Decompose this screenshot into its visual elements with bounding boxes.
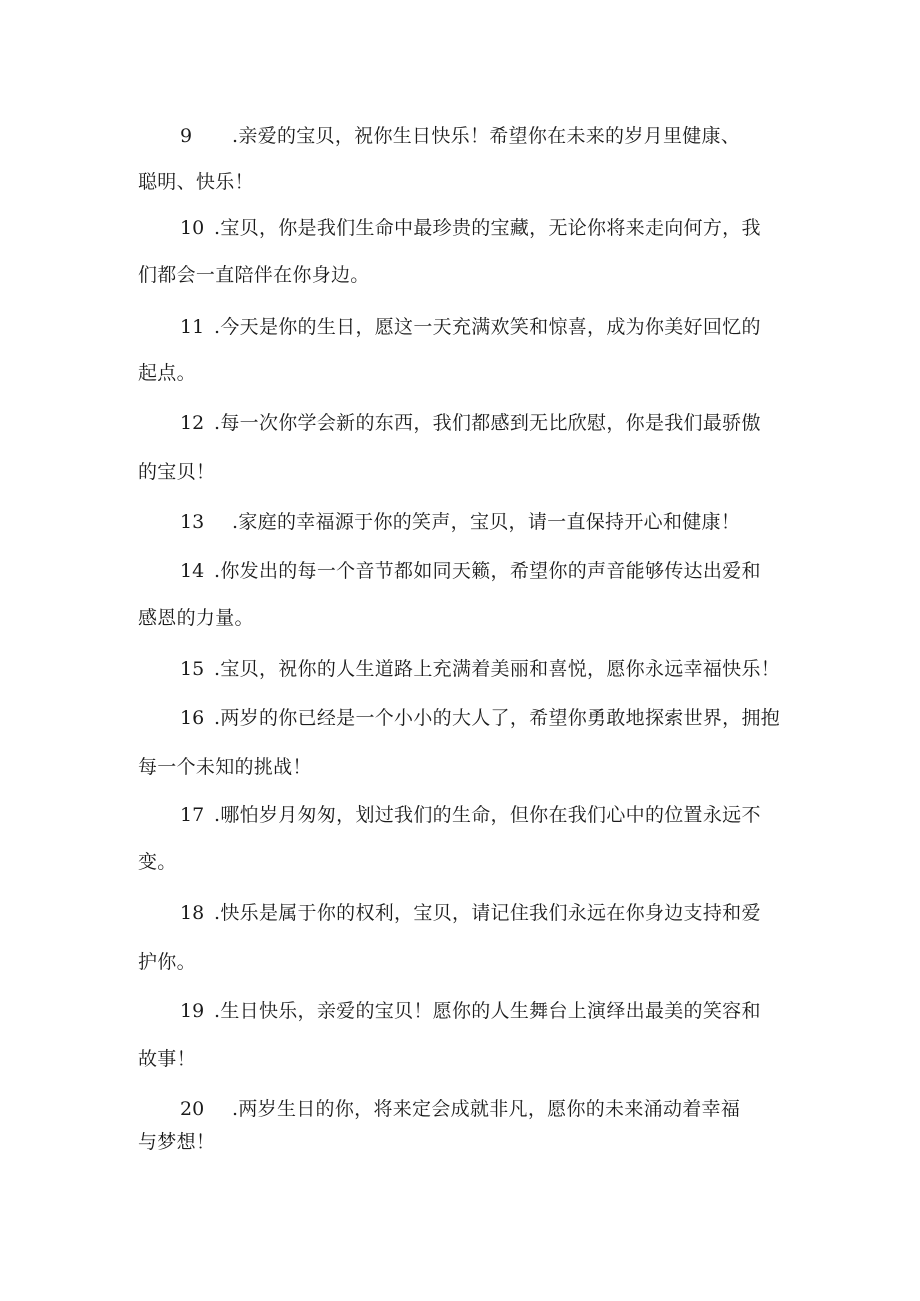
item-text-line2: 们都会一直陪伴在你身边。	[138, 264, 370, 286]
item-number: 14	[180, 560, 205, 582]
item-text-line1: .你发出的每一个音节都如同天籁，希望你的声音能够传达出爱和	[214, 560, 761, 582]
item-text-line2: 与梦想！	[138, 1131, 216, 1153]
item-text-line2: 起点。	[138, 362, 196, 384]
item-number: 17	[180, 804, 205, 826]
item-text-line2: 感恩的力量。	[138, 607, 254, 629]
item-text-line1: .生日快乐，亲爱的宝贝！愿你的人生舞台上演绎出最美的笑容和	[214, 1000, 761, 1022]
item-text-line1: .家庭的幸福源于你的笑声，宝贝，请一直保持开心和健康！	[232, 511, 741, 533]
item-text-line1: .今天是你的生日，愿这一天充满欢笑和惊喜，成为你美好回忆的	[214, 316, 761, 338]
item-text-line2: 每一个未知的挑战！	[138, 756, 312, 778]
item-number: 15	[180, 658, 205, 680]
item-number: 12	[180, 412, 205, 434]
item-text-line1: .快乐是属于你的权利，宝贝，请记住我们永远在你身边支持和爱	[214, 902, 761, 924]
item-text-line2: 故事！	[138, 1048, 196, 1070]
item-text-line1: .每一次你学会新的东西，我们都感到无比欣慰，你是我们最骄傲	[214, 412, 761, 434]
item-text-line1: .宝贝，祝你的人生道路上充满着美丽和喜悦，愿你永远幸福快乐！	[214, 658, 781, 680]
item-text-line2: 护你。	[138, 951, 196, 973]
item-number: 10	[180, 217, 205, 239]
item-number: 19	[180, 1000, 205, 1022]
item-number: 9	[180, 125, 193, 147]
item-number: 13	[180, 511, 205, 533]
item-text-line2: 的宝贝！	[138, 461, 216, 483]
item-number: 18	[180, 902, 205, 924]
item-text-line1: .宝贝，你是我们生命中最珍贵的宝藏，无论你将来走向何方，我	[214, 217, 761, 239]
item-text-line1: .两岁的你已经是一个小小的大人了，希望你勇敢地探索世界，拥抱	[214, 707, 781, 729]
item-text-line1: .两岁生日的你，将来定会成就非凡，愿你的未来涌动着幸福	[232, 1098, 741, 1120]
item-number: 20	[180, 1098, 205, 1120]
item-text-line1: .亲爱的宝贝，祝你生日快乐！希望你在未来的岁月里健康、	[232, 125, 741, 147]
item-number: 11	[180, 316, 205, 338]
item-text-line1: .哪怕岁月匆匆，划过我们的生命，但你在我们心中的位置永远不	[214, 804, 761, 826]
item-number: 16	[180, 707, 205, 729]
item-text-line2: 聪明、快乐！	[138, 171, 254, 193]
item-text-line2: 变。	[138, 851, 177, 873]
